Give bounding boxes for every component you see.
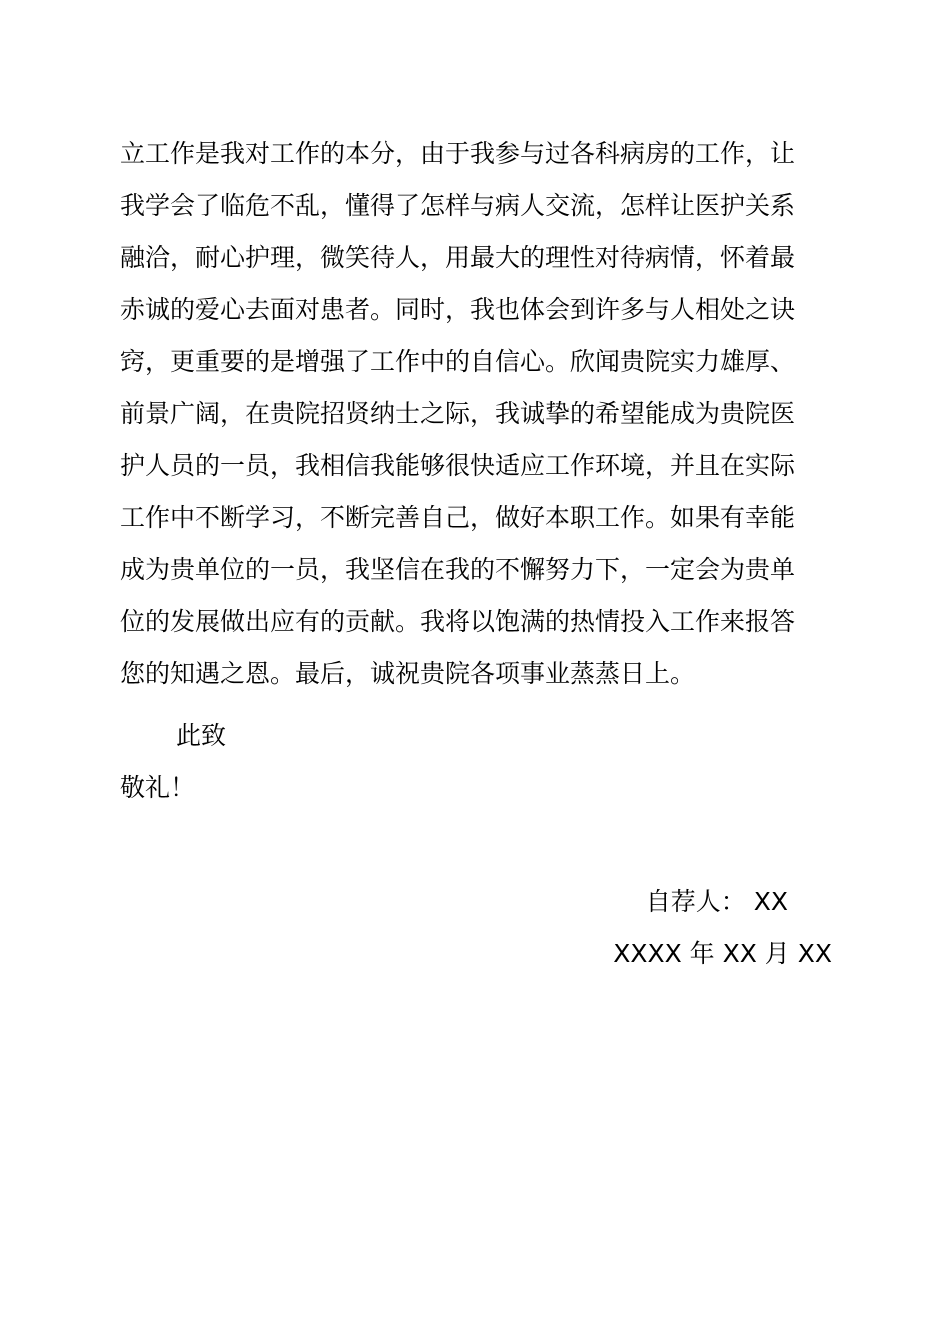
- salutation: 敬礼！: [120, 773, 196, 802]
- body-line-1: 立工作是我对工作的本分，由于我参与过各科病房的工作，让: [120, 139, 796, 168]
- body-line-5: 窍，更重要的是增强了工作中的自信心。欣闻贵院实力雄厚、: [120, 347, 796, 376]
- body-line-2: 我学会了临危不乱，懂得了怎样与病人交流，怎样让医护关系: [120, 191, 796, 220]
- letter-body: [120, 128, 832, 700]
- body-line-9: 成为贵单位的一员，我坚信在我的不懈努力下，一定会为贵单: [120, 555, 796, 584]
- body-line-8: 工作中不断学习，不断完善自己，做好本职工作。如果有幸能: [120, 503, 796, 532]
- signature: 自荐人： XX: [645, 887, 788, 916]
- date-line: XXXX 年 XX 月 XX: [613, 939, 832, 968]
- body-line-10: 位的发展做出应有的贡献。我将以饱满的热情投入工作来报答: [120, 607, 796, 636]
- body-line-7: 护人员的一员，我相信我能够很快适应工作环境，并且在实际: [120, 451, 796, 480]
- body-line-4: 赤诚的爱心去面对患者。同时，我也体会到许多与人相处之诀: [120, 295, 796, 324]
- body-line-11: 您的知遇之恩。最后，诚祝贵院各项事业蒸蒸日上。: [120, 659, 696, 688]
- body-line-6: 前景广阔，在贵院招贤纳士之际，我诚挚的希望能成为贵院医: [120, 399, 796, 428]
- body-line-3: 融洽，耐心护理，微笑待人，用最大的理性对待病情，怀着最: [120, 243, 796, 272]
- closing-phrase: 此致: [176, 721, 227, 750]
